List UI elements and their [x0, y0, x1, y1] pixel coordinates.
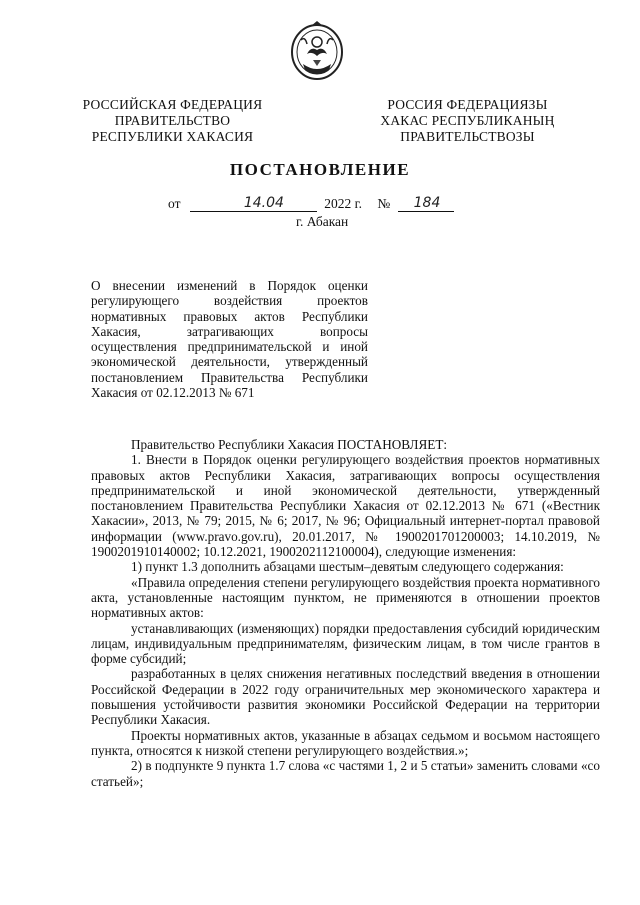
coat-of-arms-emblem [289, 20, 345, 82]
decree-intro: Правительство Республики Хакасия ПОСТАНОВЛЯЕТ: [131, 437, 448, 452]
header-right-line-2: ХАКАС РЕСПУБЛИКАНЫҢ [380, 113, 555, 128]
city-label: г. Абакан [296, 214, 349, 229]
header-right-line-3: ПРАВИТЕЛЬСТВОЗЫ [400, 129, 535, 144]
header-left-line-2: ПРАВИТЕЛЬСТВО [114, 113, 231, 128]
document-title: ПОСТАНОВЛЕНИЕ [229, 160, 411, 179]
number-label: № [377, 196, 391, 211]
header-right-line-1: РОССИЯ ФЕДЕРАЦИЯЗЫ [387, 97, 548, 112]
header-left-block [60, 97, 285, 145]
number-handwritten: 184 [413, 195, 441, 211]
header-left-line-1: РОССИЙСКАЯ ФЕДЕРАЦИЯ [82, 97, 263, 112]
header-left-line-3: РЕСПУБЛИКИ ХАКАСИЯ [91, 129, 254, 144]
body-paragraph-7: 2) в подпункте 9 пункта 1.7 слова «с частями 1, 2 и 5 статьи» заменить словами «со статьей»; [91, 758, 600, 789]
header-right-block [355, 97, 580, 145]
body-paragraph-5: разработанных в целях снижения негативных последствий введения в отношении Российской Федерации в 2022 году ограничительных мер экономического характера и повышения устойчивости развития экономики Российской Федерации на территории Республики Хакасия. [91, 666, 600, 728]
body-paragraph-2: 1) пункт 1.3 дополнить абзацами шестым–девятым следующего содержания: [131, 559, 564, 575]
date-number-line [168, 196, 488, 212]
date-from-label: от [168, 196, 181, 211]
date-field [190, 197, 317, 212]
body-paragraph-6: Проекты нормативных актов, указанные в абзацах седьмом и восьмом настоящего пункта, относятся к низкой степени регулирующего воздействия.»; [91, 727, 600, 758]
year-label: 2022 г. [324, 196, 362, 211]
body-paragraph-1: 1. Внести в Порядок оценки регулирующего воздействия проектов нормативных правовых актов Республики Хакасия, затрагивающих вопросы осуществления предпринимательской и иной экономической деятельности, утвержденный постановлением Правительства Республики Хакасия от 02.12.2013 № 671 («Вестник Хакасии», 2013, № 79; 2015, № 6; 2017, № 96; Официальный интернет-портал правовой информации (www.pravo.gov.ru), 20.01.2017, № 1900201701200003; 14.10.2019, № 1900201910140002; 10.12.2021, 1900202112100004), следующие изменения: [91, 452, 600, 560]
khakassia-coat-of-arms-icon [289, 20, 345, 82]
document-body [91, 437, 600, 789]
document-subject: О внесении изменений в Порядок оценки регулирующего воздействия проектов нормативных правовых актов Республики Хакасия, затрагивающих вопросы осуществления предпринимательской и иной экономической деятельности, утвержденный постановлением Правительства Республики Хакасия от 02.12.2013 № 671 [91, 278, 368, 401]
date-handwritten: 14.04 [243, 195, 284, 211]
body-paragraph-4: устанавливающих (изменяющих) порядки предоставления субсидий юридическим лицам, индивидуальным предпринимателям, физическим лицам, в том числе грантов в форме субсидий; [91, 620, 600, 667]
number-field [398, 197, 454, 212]
body-paragraph-3: «Правила определения степени регулирующего воздействия проекта нормативного акта, установленные настоящим пунктом, не применяются в отношении проектов нормативных актов: [91, 574, 600, 621]
